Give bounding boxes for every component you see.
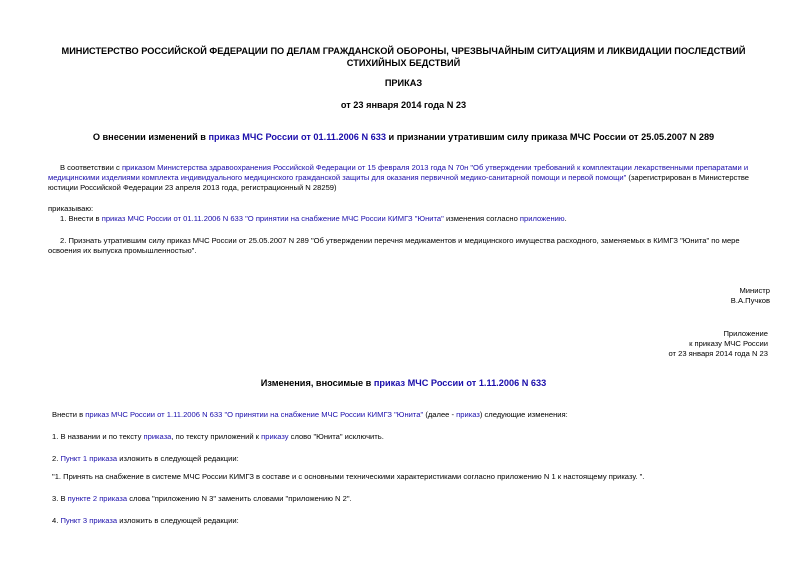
appendix-line-1: Приложение xyxy=(723,329,768,338)
change-item-3 xyxy=(52,494,352,504)
appendix-line-2: к приказу МЧС России xyxy=(689,339,768,348)
c2-prefix: 2. xyxy=(52,454,61,463)
item1-order-link[interactable]: приказ МЧС России от 01.11.2006 N 633 "О принятии на снабжение МЧС России КИМГЗ "Юнита" xyxy=(101,214,444,223)
order-item-1 xyxy=(60,214,774,224)
c4-prefix: 4. xyxy=(52,516,61,525)
c1-part-a: 1. В названии и по тексту xyxy=(52,432,144,441)
intro-prefix: Внести в xyxy=(52,410,86,419)
c2-link[interactable]: Пункт 1 приказа xyxy=(60,454,118,463)
appendix-line-3: от 23 января 2014 года N 23 xyxy=(668,349,768,358)
c4-link[interactable]: Пункт 3 приказа xyxy=(60,516,118,525)
intro-middle: (далее - xyxy=(423,410,457,419)
appendix-block xyxy=(668,329,768,359)
ministry-heading: МИНИСТЕРСТВО РОССИЙСКОЙ ФЕДЕРАЦИИ ПО ДЕЛАМ ГРАЖДАНСКОЙ ОБОРОНЫ, ЧРЕЗВЫЧАЙНЫМ СИТУАЦИЯМ И ЛИКВИДАЦИИ ПОСЛЕДСТВИЙ СТИХИЙНЫХ БЕДСТВИЙ xyxy=(61,46,746,68)
order-item-2: 2. Признать утратившим силу приказ МЧС России от 25.05.2007 N 289 "Об утверждении перечня медикаментов и медицинского имущества расходного, заменяемых в КИМГЗ "Юнита" по мере освоения их выпуска промышленностью". xyxy=(48,236,740,255)
changes-title xyxy=(0,378,807,388)
basis-suffix: (зарегистрирован в Министерстве юстиции Российской Федерации 23 апреля 2013 года, регистрационный N 28259) xyxy=(48,173,749,192)
basis-prefix: В соответствии с xyxy=(60,163,122,172)
signature-position: Министр xyxy=(739,286,770,295)
c1-order-link-2[interactable]: приказу xyxy=(261,432,289,441)
change-item-2 xyxy=(52,454,239,464)
changes-title-link[interactable]: приказ МЧС России от 1.11.2006 N 633 xyxy=(373,378,547,388)
c1-part-c: слово "Юнита" исключить. xyxy=(288,432,384,441)
c3-suffix: слова "приложению N 3" заменить словами "приложению N 2". xyxy=(127,494,352,503)
signature-block xyxy=(731,286,770,306)
item1-end: . xyxy=(564,214,567,223)
change-item-2-quote: "1. Принять на снабжение в системе МЧС России КИМГЗ в составе и с основными техническими характеристиками согласно приложению N 1 к настоящему приказу. ". xyxy=(52,472,645,481)
c4-suffix: изложить в следующей редакции: xyxy=(117,516,239,525)
changes-intro xyxy=(52,410,568,420)
c2-suffix: изложить в следующей редакции: xyxy=(117,454,239,463)
order-verb: приказываю: xyxy=(48,204,94,213)
order-label: ПРИКАЗ xyxy=(384,78,423,88)
change-item-4 xyxy=(52,516,239,526)
intro-end: ) следующие изменения: xyxy=(479,410,568,419)
order-date: от 23 января 2014 года N 23 xyxy=(340,100,467,110)
changes-title-prefix: Изменения, вносимые в xyxy=(260,378,374,388)
c1-order-link[interactable]: приказа xyxy=(143,432,172,441)
intro-title-link[interactable]: "О принятии на снабжение МЧС России КИМГЗ "Юнита" xyxy=(224,410,424,419)
order-title-suffix: и признании утратившим силу приказа МЧС России от 25.05.2007 N 289 xyxy=(385,132,715,142)
basis-link[interactable]: приказом Министерства здравоохранения Российской Федерации от 15 февраля 2013 года N 70н "Об утверждении требований к комплектации лекарственными препаратами и медицинскими изделиями комплекта индивидуального медицинского гражданской защиты для оказания первичной медико-санитарной помощи и первой помощи" xyxy=(48,163,749,182)
item1-appendix-link[interactable]: приложению xyxy=(519,214,565,223)
signature-name: В.А.Пучков xyxy=(730,296,770,305)
c3-prefix: 3. В xyxy=(52,494,68,503)
change-item-1 xyxy=(52,432,384,442)
c1-part-b: , по тексту приложений к xyxy=(171,432,262,441)
intro-order-link[interactable]: приказ МЧС России от 1.11.2006 N 633 xyxy=(85,410,223,419)
item1-prefix: 1. Внести в xyxy=(60,214,102,223)
c3-link[interactable]: пункте 2 приказа xyxy=(67,494,128,503)
order-title xyxy=(0,132,807,142)
order-title-prefix: О внесении изменений в xyxy=(92,132,209,142)
order-title-link[interactable]: приказ МЧС России от 01.11.2006 N 633 xyxy=(208,132,386,142)
intro-order-short-link[interactable]: приказ xyxy=(456,410,480,419)
item1-middle: изменения согласно xyxy=(443,214,520,223)
basis-paragraph xyxy=(48,163,774,193)
